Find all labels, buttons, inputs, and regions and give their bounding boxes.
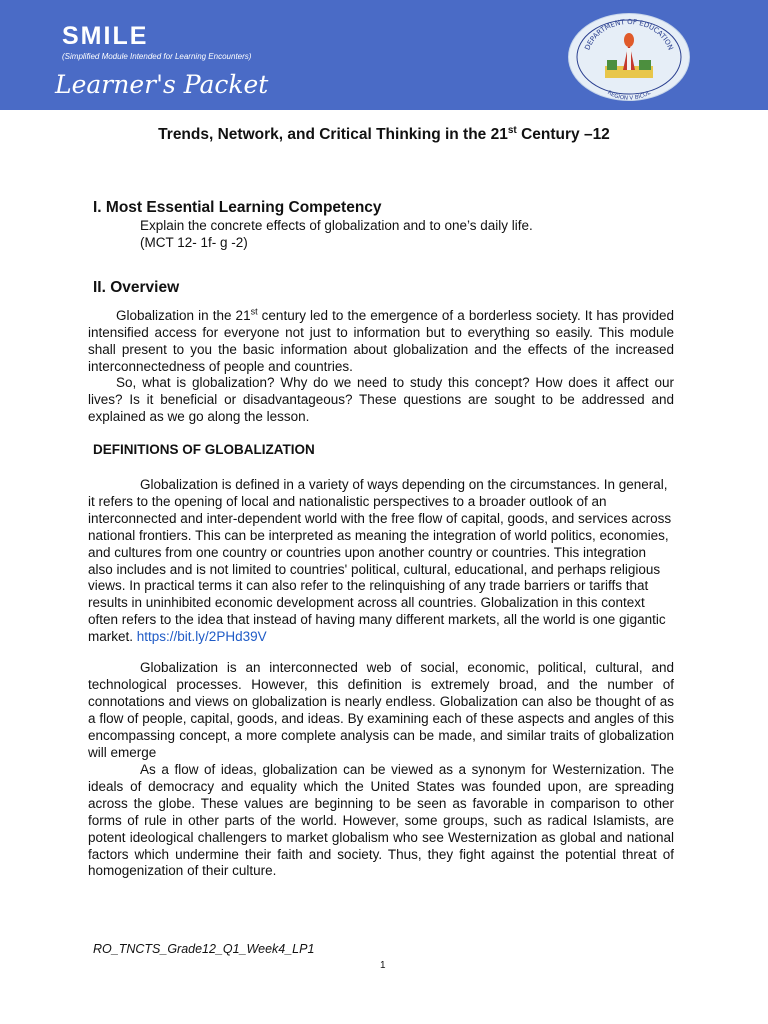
header-banner: [0, 0, 768, 110]
section-1-heading: I. Most Essential Learning Competency: [93, 199, 382, 216]
definitions-paragraph-1: [88, 477, 674, 646]
seal-bottom-text: REGION V BICOL: [606, 89, 652, 100]
definitions-p3-text: As a flow of ideas, globalization can be viewed as a synonym for Westernization. The ideals of democracy and equality which the United States was founded upon, are spreading across the globe. These values are beginning to be seen as favorable in comparison to other forms of rule in other parts of the world. However, some groups, such as radical Islamists, are potent ideological challengers to market globalism who see Westernization as global and national factors which undermine their faith and society. Thus, they fight against the potential threat of homogenization of their culture.: [88, 762, 674, 879]
overview-paragraph-1: [88, 308, 674, 376]
footer-code: RO_TNCTS_Grade12_Q1_Week4_LP1: [93, 942, 315, 956]
overview-p1-b: century led to the emergence of a borderless society. It has provided intensified access for everyone not just to information but to everything so easily. This module shall present to you the basic information about globalization and the effects of the increased interconnectedness of people and countries.: [88, 308, 674, 374]
definitions-p2-text: Globalization is an interconnected web of social, economic, political, cultural, and technological processes. However, this definition is extremely broad, and the number of connotations and views on globalization is nearly endless. Globalization can also be thought of as a flow of people, capital, goods, and ideas. By examining each of these aspects and angles of this encompassing concept, a more complete analysis can be made, and similar traits of globalization will emerge: [88, 660, 674, 760]
deped-seal-logo: [568, 13, 690, 101]
source-link[interactable]: https://bit.ly/2PHd39V: [136, 629, 267, 645]
overview-p2-text: So, what is globalization? Why do we need to study this concept? How does it affect our lives? Is it beneficial or disadvantageous? These questions are sought to be addressed and explained as we go along the lesson.: [88, 375, 674, 424]
competency-code: (MCT 12- 1f- g -2): [140, 235, 248, 250]
title-main: Trends, Network, and Critical Thinking in the 21: [158, 126, 508, 144]
seal-top-text: DEPARTMENT OF EDUCATION: [583, 17, 675, 52]
title-sup: st: [507, 125, 517, 136]
definitions-heading: DEFINITIONS OF GLOBALIZATION: [93, 442, 315, 457]
overview-p1-a: Globalization in the 21: [116, 308, 251, 323]
section-2-heading: II. Overview: [93, 279, 180, 296]
overview-paragraph-2: [88, 375, 674, 426]
document-title: [0, 125, 768, 144]
competency-text: Explain the concrete effects of globalization and to one’s daily life.: [140, 218, 533, 233]
brand-title: SMILE: [62, 22, 149, 50]
overview-p1-sup: st: [250, 306, 258, 317]
definitions-paragraph-2: [88, 660, 674, 761]
packet-label: Learner's Packet: [55, 70, 269, 99]
definitions-paragraph-3: [88, 762, 674, 880]
page-number: 1: [380, 960, 386, 971]
brand-subtitle: (Simplified Module Intended for Learning Encounters): [62, 52, 252, 61]
title-tail: Century –12: [516, 126, 610, 144]
definitions-p1-text: Globalization is defined in a variety of ways depending on the circumstances. In general, it refers to the opening of local and nationalistic perspectives to a broader outlook of an interconnected and inter-dependent world with the free flow of capital, goods, and services across national frontiers. This can be interpreted as meaning the integration of world politics, economies, and cultures from one country or countries upon another country or countries. This integration also includes and is not limited to countries' political, cultural, educational, and perhaps religious views. In practical terms it can also refer to the relinquishing of any trade barriers or tariffs that results in uninhibited economic development across all countries. Globalization in this context often refers to the idea that instead of having many different markets, all the world is one gigantic market.: [88, 477, 672, 645]
